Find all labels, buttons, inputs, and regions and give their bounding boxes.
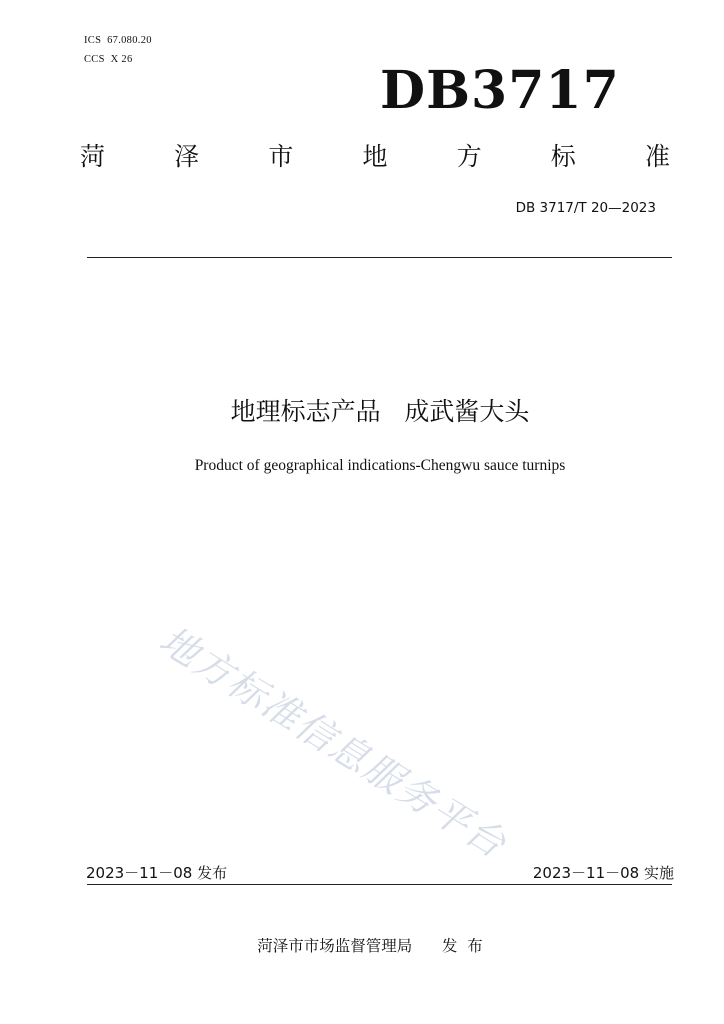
issuing-authority: 菏泽市市场监督管理局 发 布 <box>257 937 483 955</box>
issue-date: 2023－11－08 发布 <box>86 864 228 882</box>
document-title-chinese: 地理标志产品 成武酱大头 <box>230 397 530 426</box>
document-number: DB 3717/T 20—2023 <box>515 200 656 216</box>
standard-type-char: 方 <box>456 142 482 171</box>
standard-type-char: 准 <box>644 142 670 171</box>
standard-type-char: 标 <box>550 142 576 171</box>
standard-type-char: 地 <box>362 142 388 171</box>
ics-classification: ICS 67.080.20 <box>84 35 152 46</box>
footer-divider <box>87 884 672 885</box>
watermark-text: 地方标准信息服务平台 <box>151 617 515 867</box>
standard-type-char: 菏 <box>80 142 106 171</box>
document-title-english: Product of geographical indications-Chengwu sauce turnips <box>194 457 566 474</box>
standard-type-char: 泽 <box>174 142 200 171</box>
standard-type-heading <box>80 138 670 176</box>
ccs-classification: CCS X 26 <box>84 54 133 65</box>
standard-code-logo: DB3717 <box>380 60 620 121</box>
standard-type-char: 市 <box>268 142 294 171</box>
implementation-date: 2023－11－08 实施 <box>532 864 674 882</box>
header-divider <box>87 257 672 258</box>
